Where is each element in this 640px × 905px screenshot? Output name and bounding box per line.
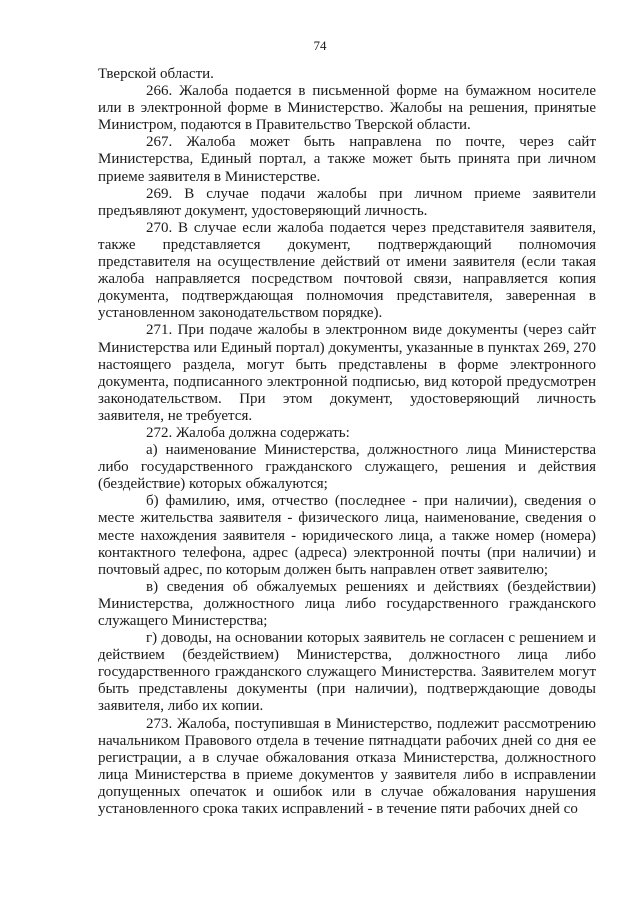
- paragraph: в) сведения об обжалуемых решениях и действиях (бездействии) Министерства, должностного лица либо государственного гражданского служащего Министерства;: [98, 578, 596, 629]
- paragraph: а) наименование Министерства, должностного лица Министерства либо государственного гражданского служащего, решения и действия (бездействие) которых обжалуются;: [98, 442, 596, 493]
- paragraph: г) доводы, на основании которых заявитель не согласен с решением и действием (бездействием) Министерства, должностного лица либо государственного гражданского служащего Министерства. Заявителем могут быть представлены документы (при наличии), подтверждающие доводы заявителя, либо их копии.: [98, 630, 596, 715]
- paragraph: 273. Жалоба, поступившая в Министерство, подлежит рассмотрению начальником Правового отдела в течение пятнадцати рабочих дней со дня ее регистрации, а в случае обжалования отказа Министерства, должностного лица Министерства в приеме документов у заявителя либо в исправлении допущенных опечаток и ошибок или в случае обжалования нарушения установленного срока таких исправлений - в течение пяти рабочих дней со: [98, 715, 596, 818]
- paragraph: 266. Жалоба подается в письменной форме на бумажном носителе или в электронной форме в Министерство. Жалобы на решения, принятые Министром, подаются в Правительство Тверской области.: [98, 83, 596, 134]
- paragraph: 267. Жалоба может быть направлена по почте, через сайт Министерства, Единый портал, а также может быть принята при личном приеме заявителя в Министерстве.: [98, 134, 596, 185]
- document-body: [98, 66, 596, 818]
- paragraph: 271. При подаче жалобы в электронном виде документы (через сайт Министерства или Единый портал) документы, указанные в пунктах 269, 270 настоящего раздела, могут быть представлены в форме электронного документа, подписанного электронной подписью, вид которой предусмотрен законодательством. При этом документ, удостоверяющий личность заявителя, не требуется.: [98, 322, 596, 424]
- paragraph: 270. В случае если жалоба подается через представителя заявителя, также представляется документ, подтверждающий полномочия представителя на осуществление действий от имени заявителя (если такая жалоба направляется посредством почтовой связи, направляется копия документа, подтверждающая полномочия представителя, заверенная в установленном законодательством порядке).: [98, 219, 596, 322]
- paragraph: Тверской области.: [98, 66, 214, 82]
- paragraph: 269. В случае подачи жалобы при личном приеме заявители предъявляют документ, удостоверяющий личность.: [98, 185, 596, 219]
- page-number: 74: [313, 38, 327, 53]
- paragraph: 272. Жалоба должна содержать:: [146, 424, 350, 441]
- paragraph: б) фамилию, имя, отчество (последнее - при наличии), сведения о месте жительства заявителя - физического лица, наименование, сведения о месте нахождения заявителя - юридического лица, а также номер (номера) контактного телефона, адрес (адреса) электронной почты (при наличии) и почтовый адрес, по которым должен быть направлен ответ заявителю;: [98, 493, 596, 578]
